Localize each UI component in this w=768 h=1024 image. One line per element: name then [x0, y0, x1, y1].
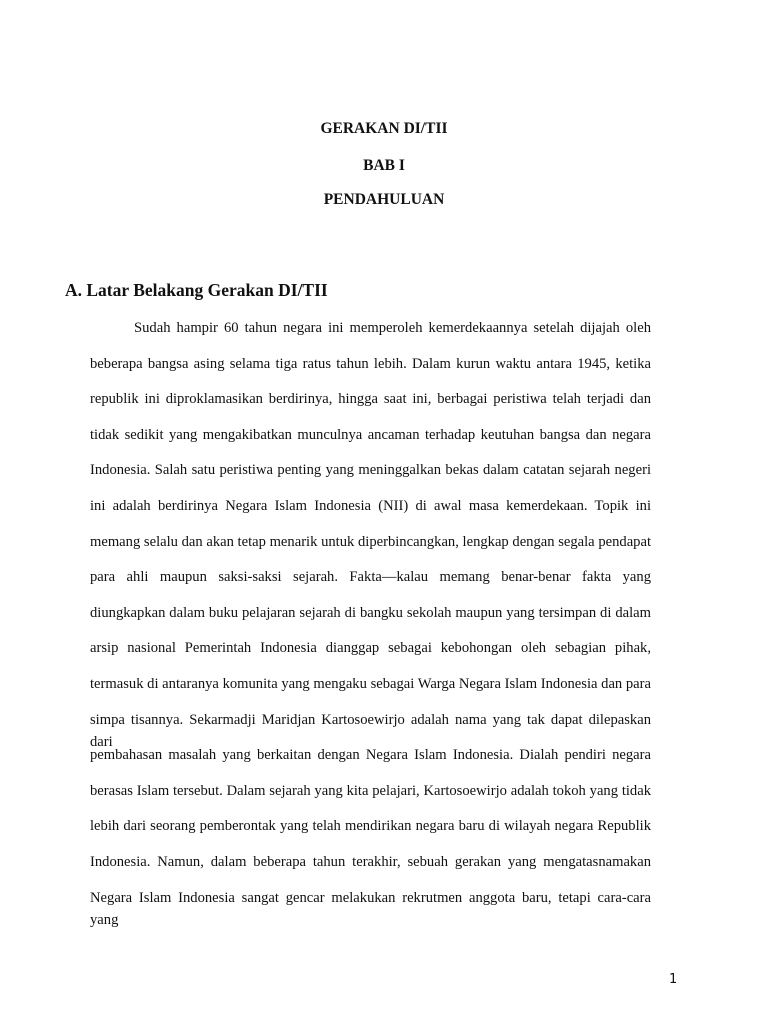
chapter-title: PENDAHULUAN [323, 191, 445, 208]
page-number: 1 [669, 972, 678, 987]
paragraph-line: pembahasan masalah yang berkaitan dengan Negara Islam Indonesia. Dialah pendiri negara [90, 747, 651, 764]
document-title: GERAKAN DI/TII [320, 120, 448, 137]
paragraph-line: Sudah hampir 60 tahun negara ini memperoleh kemerdekaannya setelah dijajah oleh [134, 320, 651, 336]
paragraph-line: arsip nasional Pemerintah Indonesia dianggap sebagai kebohongan oleh sebagian pihak, [90, 640, 651, 657]
section-heading: A. Latar Belakang Gerakan DI/TII [65, 280, 328, 300]
paragraph-line: Indonesia. Namun, dalam beberapa tahun terakhir, sebuah gerakan yang mengatasnamakan [90, 853, 651, 870]
paragraph-line: para ahli maupun saksi-saksi sejarah. Fakta—kalau memang benar-benar fakta yang [90, 569, 651, 586]
paragraph-line: republik ini diproklamasikan berdirinya, hingga saat ini, berbagai peristiwa telah terjadi dan [90, 391, 651, 408]
paragraph-line: tidak sedikit yang mengakibatkan munculnya ancaman terhadap keutuhan bangsa dan negara [90, 426, 651, 443]
paragraph-line: berasas Islam tersebut. Dalam sejarah yang kita pelajari, Kartosoewirjo adalah tokoh yang tidak [90, 782, 651, 799]
paragraph-line: termasuk di antaranya komunita yang mengaku sebagai Warga Negara Islam Indonesia dan para [90, 675, 651, 692]
paragraph-line: memang selalu dan akan tetap menarik untuk diperbincangkan, lengkap dengan segala pendapat [90, 533, 651, 550]
chapter-label: BAB I [363, 157, 405, 174]
paragraph-line: lebih dari seorang pemberontak yang telah mendirikan negara baru di wilayah negara Republik [90, 818, 651, 835]
paragraph-line: Negara Islam Indonesia sangat gencar melakukan rekrutmen anggota baru, tetapi cara-cara yang [90, 889, 651, 928]
paragraph-line: diungkapkan dalam buku pelajaran sejarah di bangku sekolah maupun yang tersimpan di dalam [90, 604, 651, 621]
paragraph-line: ini adalah berdirinya Negara Islam Indonesia (NII) di awal masa kemerdekaan. Topik ini [90, 497, 651, 514]
paragraph-line: Indonesia. Salah satu peristiwa penting yang meninggalkan bekas dalam catatan sejarah negeri [90, 462, 651, 479]
body-paragraph [90, 317, 651, 928]
paragraph-line: beberapa bangsa asing selama tiga ratus tahun lebih. Dalam kurun waktu antara 1945, ketika [90, 355, 651, 372]
paragraph-line: simpa tisannya. Sekarmadji Maridjan Kartosoewirjo adalah nama yang tak dapat dilepaskan dari [90, 711, 651, 750]
